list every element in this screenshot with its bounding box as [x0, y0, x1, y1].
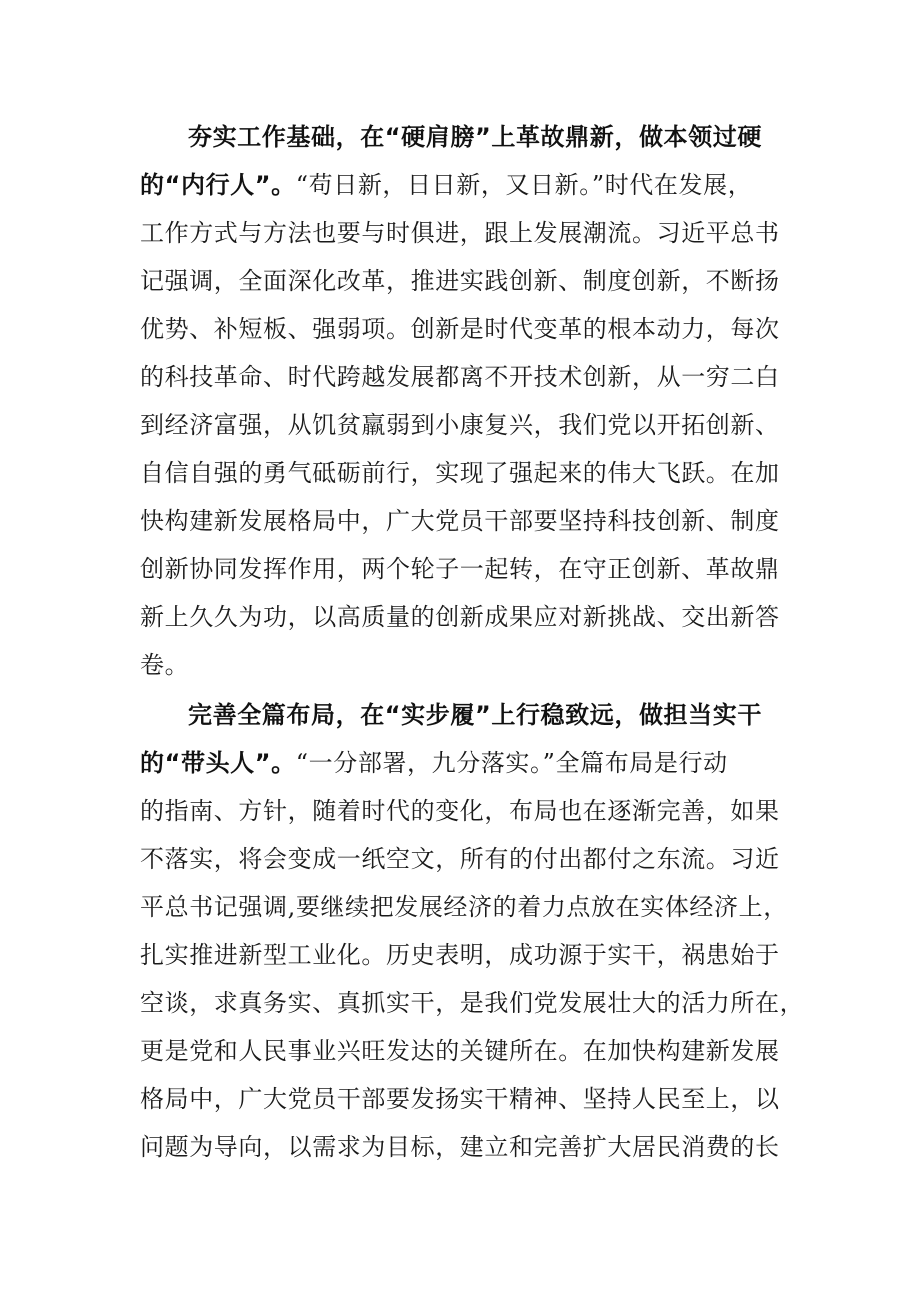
body-text: 卷。: [140, 651, 190, 679]
paragraph-1-line-3: [140, 213, 780, 253]
heading-text: 的“带头人”。: [140, 749, 296, 777]
body-text: 空谈，求真务实、真抓实干，是我们党发展壮大的活力所在，: [140, 989, 805, 1017]
paragraph-1-line-7: [140, 405, 780, 445]
body-text: 格局中，广大党员干部要发扬实干精神、坚持人民至上，以: [140, 1085, 780, 1113]
paragraph-2-line-1: [188, 695, 762, 735]
body-text: 新上久久为功，以高质量的创新成果应对新挑战、交出新答: [140, 603, 780, 631]
paragraph-1-line-2: [140, 165, 752, 205]
body-text: 创新协同发挥作用，两个轮子一起转，在守正创新、革故鼎: [140, 555, 780, 583]
paragraph-2-line-8: [140, 1031, 780, 1071]
body-text: 的科技革命、时代跨越发展都离不开技术创新，从一穷二白: [140, 363, 780, 391]
paragraph-2-line-10: [140, 1127, 780, 1167]
paragraph-2-line-6: [140, 935, 780, 975]
paragraph-1-line-8: [140, 453, 780, 493]
body-text: 问题为导向，以需求为目标，建立和完善扩大居民消费的长: [140, 1133, 780, 1161]
paragraph-2-line-4: [140, 839, 780, 879]
paragraph-1-line-9: [140, 501, 780, 541]
paragraph-2-line-7: [140, 983, 804, 1023]
paragraph-2-line-9: [140, 1079, 780, 1119]
paragraph-2-line-3: [140, 791, 780, 831]
body-text: “一分部署，九分落实。”全篇布局是行动: [295, 749, 728, 777]
heading-text: 完善全篇布局，在“实步履”上行稳致远，做担当实干: [188, 701, 762, 729]
heading-text: 夯实工作基础，在“硬肩膀”上革故鼎新，做本领过硬: [188, 123, 762, 151]
body-text: 到经济富强，从饥贫羸弱到小康复兴，我们党以开拓创新、: [140, 411, 780, 439]
body-text: 自信自强的勇气砥砺前行，实现了强起来的伟大飞跃。在加: [140, 459, 780, 487]
body-text: 扎实推进新型工业化。历史表明，成功源于实干，祸患始于: [140, 941, 780, 969]
paragraph-2-line-2: [140, 743, 728, 783]
paragraph-1-line-4: [140, 261, 780, 301]
paragraph-1-line-5: [140, 309, 780, 349]
paragraph-1-line-11: [140, 597, 780, 637]
body-text: 更是党和人民事业兴旺发达的关键所在。在加快构建新发展: [140, 1037, 780, 1065]
body-text: 不落实，将会变成一纸空文，所有的付出都付之东流。习近: [140, 845, 780, 873]
body-text: 工作方式与方法也要与时俱进，跟上发展潮流。习近平总书: [140, 219, 780, 247]
body-text: 的指南、方针，随着时代的变化，布局也在逐渐完善，如果: [140, 797, 780, 825]
heading-text: 的“内行人”。: [140, 171, 296, 199]
paragraph-1-line-1: [188, 117, 762, 157]
body-text: 记强调，全面深化改革，推进实践创新、制度创新，不断扬: [140, 267, 780, 295]
body-text: “苟日新，日日新，又日新。”时代在发展，: [295, 171, 753, 199]
body-text: 快构建新发展格局中，广大党员干部要坚持科技创新、制度: [140, 507, 780, 535]
body-text: 优势、补短板、强弱项。创新是时代变革的根本动力，每次: [140, 315, 780, 343]
paragraph-1-line-12: [140, 645, 189, 685]
paragraph-1-line-10: [140, 549, 780, 589]
body-text: 平总书记强调,要继续把发展经济的着力点放在实体经济上，: [140, 893, 788, 921]
paragraph-2-line-5: [140, 887, 788, 927]
paragraph-1-line-6: [140, 357, 780, 397]
